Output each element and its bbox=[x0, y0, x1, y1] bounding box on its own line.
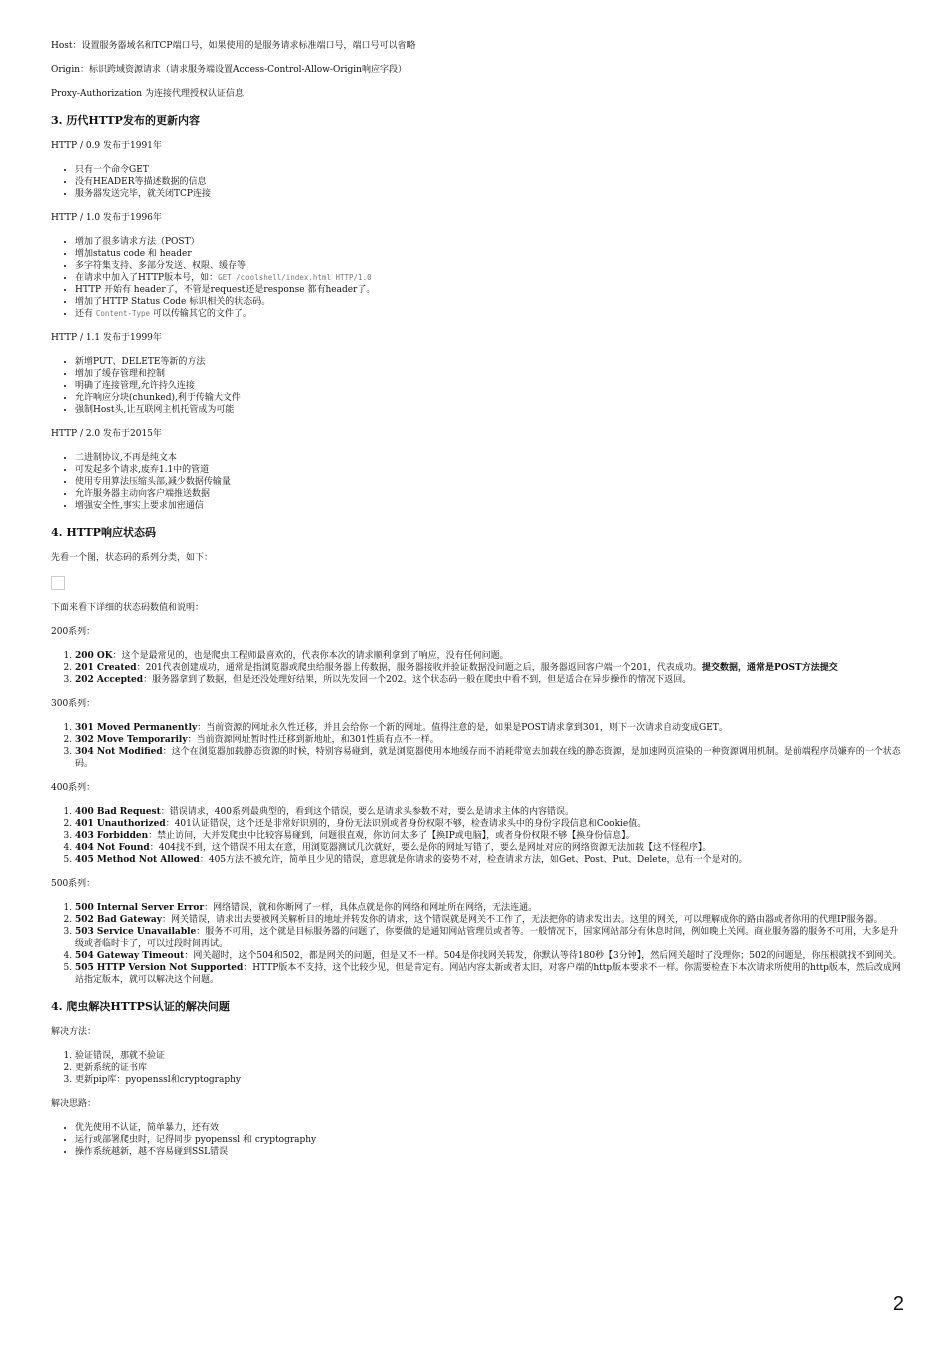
code-name: 503 Service Unavailable bbox=[75, 927, 197, 937]
code-emphasis: 提交数据，通常是POST方法提交 bbox=[701, 663, 838, 673]
code-desc: ：服务器拿到了数据，但是还没处理好结果，所以先发回一个202。这个状态码一般在爬虫中看不到，但是适合在异步操作的情况下返回。 bbox=[143, 675, 692, 685]
document-page bbox=[51, 40, 903, 1170]
page-number: 2 bbox=[892, 1293, 904, 1315]
list-item: • 可发起多个请求,废弃1.1中的管道 bbox=[75, 464, 903, 476]
code-name: 302 Move Temporarily bbox=[75, 735, 188, 745]
code-desc: ：当前资源网址暂时性迁移到新地址，和301性质有点不一样。 bbox=[187, 735, 439, 745]
list-item: • 强制Host头,让互联网主机托管成为可能 bbox=[75, 404, 903, 416]
list-item bbox=[75, 308, 903, 320]
list-item bbox=[75, 650, 903, 662]
host-line: Host：设置服务器域名和TCP端口号，如果使用的是服务请求标准端口号，端口号可以省略 bbox=[51, 41, 416, 51]
http11-label: HTTP / 1.1 发布于1999年 bbox=[51, 333, 162, 343]
s400-label: 400系列： bbox=[51, 783, 96, 793]
list-item bbox=[75, 272, 903, 284]
http09-label: HTTP / 0.9 发布于1991年 bbox=[51, 141, 162, 151]
list-item bbox=[75, 818, 903, 830]
list-item bbox=[75, 734, 903, 746]
list-item: • 操作系统越新，越不容易碰到SSL错误 bbox=[75, 1146, 903, 1158]
code-name: 201 Created bbox=[75, 663, 137, 673]
list-item: • 增加了HTTP Status Code 标识相关的状态码。 bbox=[75, 296, 903, 308]
code-name: 505 HTTP Version Not Supported bbox=[75, 963, 244, 973]
list-item bbox=[75, 902, 903, 914]
list-item: • HTTP 开始有 header了，不管是request还是response 都有header了。 bbox=[75, 284, 903, 296]
s300-label: 300系列： bbox=[51, 699, 96, 709]
code-desc: ：禁止访问，大并发爬虫中比较容易碰到，问题很直观，你访问太多了【换IP或电脑】，或者身份权限不够【换身份信息】。 bbox=[148, 831, 635, 841]
methods-list bbox=[51, 1050, 903, 1086]
code-name: 200 OK bbox=[75, 651, 113, 661]
list-item bbox=[75, 962, 903, 986]
code-name: 202 Accepted bbox=[75, 675, 144, 685]
list-item: 2. 更新系统的证书库 bbox=[75, 1062, 903, 1074]
code-name: 404 Not Found bbox=[75, 843, 150, 853]
http20-list bbox=[51, 452, 903, 512]
code-desc: ：404找不到，这个错误不用太在意，用浏览器测试几次就好，要么是你的网址写错了，要么是网址对应的网络资源无法加载【这不怪程序】。 bbox=[149, 843, 712, 853]
code-desc: ：405方法不被允许，简单且少见的错误，意思就是你请求的姿势不对，检查请求方法，如Get、Post、Put、Delete，总有一个是对的。 bbox=[199, 855, 748, 865]
list-item: • 运行或部署爬虫时，记得同步 pyopenssl 和 cryptography bbox=[75, 1134, 903, 1146]
list-item: • 多字符集支持、多部分发送、权限、缓存等 bbox=[75, 260, 903, 272]
section-5-title: 4. 爬虫解决HTTPS认证的解决问题 bbox=[51, 1000, 230, 1013]
list-item: • 只有一个命令GET bbox=[75, 164, 903, 176]
code-name: 403 Forbidden bbox=[75, 831, 149, 841]
list-item: • 使用专用算法压缩头部,减少数据传输量 bbox=[75, 476, 903, 488]
list-item bbox=[75, 830, 903, 842]
code-name: 502 Bad Gateway bbox=[75, 915, 162, 925]
list-item: • 允许服务器主动向客户端推送数据 bbox=[75, 488, 903, 500]
http09-list bbox=[51, 164, 903, 200]
ideas-label: 解决思路： bbox=[51, 1099, 97, 1109]
code-desc: ：这个是最常见的，也是爬虫工程师最喜欢的，代表你本次的请求顺利拿到了响应，没有任何问题。 bbox=[112, 651, 509, 661]
list-item bbox=[75, 950, 903, 962]
code-desc: ：401认证错误，这个还是非常好识别的，身份无法识别或者身份权限不够，检查请求头中的身份字段信息和Cookie值。 bbox=[165, 819, 647, 829]
content-prefix: 还有 bbox=[75, 309, 96, 319]
content-type-code: Content-Type bbox=[95, 309, 151, 318]
list-item: • 增加了很多请求方法（POST） bbox=[75, 236, 903, 248]
list-item: 1. 验证错误，那就不验证 bbox=[75, 1050, 903, 1062]
list-item bbox=[75, 854, 903, 866]
code-desc: ：201代表创建成功，通常是指浏览器或爬虫给服务器上传数据，服务器接收并验证数据没问题之后，服务器返回客户端一个201，代表成功。 bbox=[136, 663, 702, 673]
s300-list bbox=[51, 722, 903, 770]
code-name: 301 Moved Permanently bbox=[75, 723, 198, 733]
list-item: • 增加了缓存管理和控制 bbox=[75, 368, 903, 380]
content-suffix: 可以传输其它的文件了。 bbox=[150, 309, 252, 319]
code-desc: ：网关超时，这个504和502，都是网关的问题，但是又不一样。504是你找网关转发，你默认等待180秒【3分钟】，然后网关超时了没理你；502的问题是，你压根就找不到网关。 bbox=[184, 951, 902, 961]
list-item bbox=[75, 662, 903, 674]
list-item bbox=[75, 806, 903, 818]
s500-list bbox=[51, 902, 903, 986]
code-desc: ：当前资源的网址永久性迁移，并且会给你一个新的网址。值得注意的是，如果是POST请求拿到301，则下一次请求自动变成GET。 bbox=[197, 723, 728, 733]
proxy-line: Proxy-Authorization 为连接代理授权认证信息 bbox=[51, 89, 244, 99]
list-item: • 增加status code 和 header bbox=[75, 248, 903, 260]
s200-list bbox=[51, 650, 903, 686]
status-intro: 先看一个图，状态码的系列分类，如下： bbox=[51, 553, 214, 563]
status-detail-intro: 下面来看下详细的状态码数值和说明： bbox=[51, 603, 205, 613]
http20-label: HTTP / 2.0 发布于2015年 bbox=[51, 429, 162, 439]
broken-image-icon bbox=[51, 576, 65, 590]
code-desc: ：网络错误，就和你断网了一样，具体点就是你的网络和网址所在网络，无法连通。 bbox=[204, 903, 538, 913]
code-desc: ：这个在浏览器加载静态资源的时候，特别容易碰到，就是浏览器使用本地缓存而不消耗带宽去加载在线的静态资源，是加速网页渲染的一种资源调用机制。是前端程序员嫌弃的一个状态码。 bbox=[75, 747, 901, 769]
code-name: 400 Bad Request bbox=[75, 807, 161, 817]
list-item: • 增强安全性,事实上要求加密通信 bbox=[75, 500, 903, 512]
list-item: • 新增PUT、DELETE等新的方法 bbox=[75, 356, 903, 368]
code-desc: ：网关错误，请求出去要被网关解析目的地址并转发你的请求，这个错误就是网关不工作了，无法把你的请求发出去。这里的网关，可以理解成你的路由器或者你用的代理IP服务器。 bbox=[162, 915, 883, 925]
list-item bbox=[75, 722, 903, 734]
http10-list bbox=[51, 236, 903, 320]
code-name: 500 Internal Server Error bbox=[75, 903, 205, 913]
code-name: 304 Not Modified bbox=[75, 747, 163, 757]
list-item: • 优先使用不认证，简单暴力，还有效 bbox=[75, 1122, 903, 1134]
origin-line: Origin：标识跨域资源请求（请求服务端设置Access-Control-Allow-Origin响应字段） bbox=[51, 65, 407, 75]
section-4-title: 4. HTTP响应状态码 bbox=[51, 526, 156, 539]
code-name: 405 Method Not Allowed bbox=[75, 855, 200, 865]
http11-list bbox=[51, 356, 903, 416]
code-desc: ：服务不可用，这个就是目标服务器的问题了，你要做的是通知网站管理员或者等。一般情况下，国家网站部分有休息时间，例如晚上关网。商业服务器的服务不可用，大多是升级或者临时卡了，可以过段时间再试。 bbox=[75, 927, 899, 949]
ideas-list bbox=[51, 1122, 903, 1158]
methods-label: 解决方法： bbox=[51, 1027, 97, 1037]
list-item bbox=[75, 914, 903, 926]
list-item bbox=[75, 746, 903, 770]
version-prefix: 在请求中加入了HTTP版本号，如： bbox=[75, 273, 219, 283]
list-item bbox=[75, 674, 903, 686]
list-item: 3. 更新pip库：pyopenssl和cryptography bbox=[75, 1074, 903, 1086]
version-code: GET /coolshell/index.html HTTP/1.0 bbox=[218, 273, 372, 282]
s400-list bbox=[51, 806, 903, 866]
s200-label: 200系列： bbox=[51, 627, 96, 637]
list-item: • 二进制协议,不再是纯文本 bbox=[75, 452, 903, 464]
code-desc: ：错误请求，400系列最典型的，看到这个错误，要么是请求头参数不对，要么是请求主体的内容错误。 bbox=[160, 807, 574, 817]
section-3-title: 3. 历代HTTP发布的更新内容 bbox=[51, 114, 200, 127]
code-name: 401 Unauthorized bbox=[75, 819, 166, 829]
list-item bbox=[75, 842, 903, 854]
s500-label: 500系列： bbox=[51, 879, 96, 889]
list-item: • 服务器发送完毕，就关闭TCP连接 bbox=[75, 188, 903, 200]
list-item: • 允许响应分块(chunked),利于传输大文件 bbox=[75, 392, 903, 404]
list-item: • 没有HEADER等描述数据的信息 bbox=[75, 176, 903, 188]
http10-label: HTTP / 1.0 发布于1996年 bbox=[51, 213, 162, 223]
list-item: • 明确了连接管理,允许持久连接 bbox=[75, 380, 903, 392]
list-item bbox=[75, 926, 903, 950]
code-name: 504 Gateway Timeout bbox=[75, 951, 185, 961]
code-desc: ：HTTP版本不支持，这个比较少见，但是肯定有。网站内容太新或者太旧，对客户端的http版本要求不一样。你需要检查下本次请求所使用的http版本，然后改成网站指定版本，就可以解决这个问题。 bbox=[75, 963, 901, 985]
